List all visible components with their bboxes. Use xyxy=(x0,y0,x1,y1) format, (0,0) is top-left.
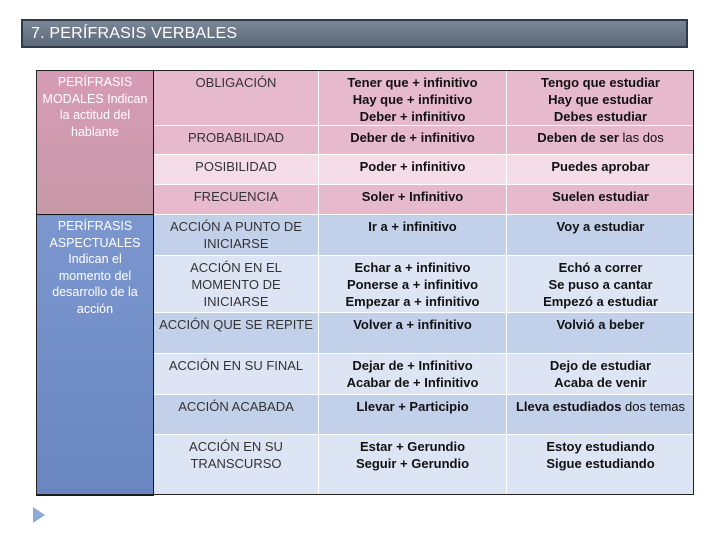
row-name: POSIBILIDAD xyxy=(154,155,319,185)
row-name: ACCIÓN EN SU FINAL xyxy=(154,354,319,395)
row-form: Ir a + infinitivo xyxy=(319,215,507,256)
periphrasis-table xyxy=(36,70,695,496)
row-example: Estoy estudiando Sigue estudiando xyxy=(507,435,695,496)
example-rest: dos temas xyxy=(621,399,686,414)
row-form: Dejar de + Infinitivo Acabar de + Infinitivo xyxy=(319,354,507,395)
row-example: Dejo de estudiar Acaba de venir xyxy=(507,354,695,395)
row-name: ACCIÓN EN EL MOMENTO DE INICIARSE xyxy=(154,256,319,313)
triangle-right-icon[interactable] xyxy=(33,507,45,523)
page-title: 7. PERÍFRASIS VERBALES xyxy=(31,25,238,42)
row-example: Tengo que estudiar Hay que estudiar Debes estudiar xyxy=(507,71,695,126)
row-name: FRECUENCIA xyxy=(154,185,319,215)
row-form: Soler + Infinitivo xyxy=(319,185,507,215)
title-bar xyxy=(21,19,688,48)
row-name: ACCIÓN QUE SE REPITE xyxy=(154,313,319,354)
row-example: Echó a correr Se puso a cantar Empezó a estudiar xyxy=(507,256,695,313)
row-example xyxy=(507,395,695,435)
row-name: PROBABILIDAD xyxy=(154,126,319,155)
example-bold: Deben de ser xyxy=(537,130,619,145)
row-form: Poder + infinitivo xyxy=(319,155,507,185)
row-form: Llevar + Participio xyxy=(319,395,507,435)
row-name: ACCIÓN A PUNTO DE INICIARSE xyxy=(154,215,319,256)
example-bold: Lleva estudiados xyxy=(515,399,622,414)
row-form: Volver a + infinitivo xyxy=(319,313,507,354)
row-name: ACCIÓN ACABADA xyxy=(154,395,319,435)
row-example: Suelen estudiar xyxy=(507,185,695,215)
row-form: Echar a + infinitivo Ponerse a + infinitivo Empezar a + infinitivo xyxy=(319,256,507,313)
row-example: Puedes aprobar xyxy=(507,155,695,185)
row-example: Voy a estudiar xyxy=(507,215,695,256)
row-form: Deber de + infinitivo xyxy=(319,126,507,155)
row-name: ACCIÓN EN SU TRANSCURSO xyxy=(154,435,319,496)
row-example: Volvió a beber xyxy=(507,313,695,354)
category-aspectual: PERÍFRASIS ASPECTUALES Indican el momento del desarrollo de la acción xyxy=(37,215,154,496)
table-row xyxy=(37,71,695,126)
example-rest: las dos xyxy=(618,130,664,145)
row-example xyxy=(507,126,695,155)
row-name: OBLIGACIÓN xyxy=(154,71,319,126)
category-modal: PERÍFRASIS MODALES Indican la actitud del hablante xyxy=(37,71,154,215)
table-row xyxy=(37,215,695,256)
row-form: Estar + Gerundio Seguir + Gerundio xyxy=(319,435,507,496)
row-form: Tener que + infinitivo Hay que + infinitivo Deber + infinitivo xyxy=(319,71,507,126)
